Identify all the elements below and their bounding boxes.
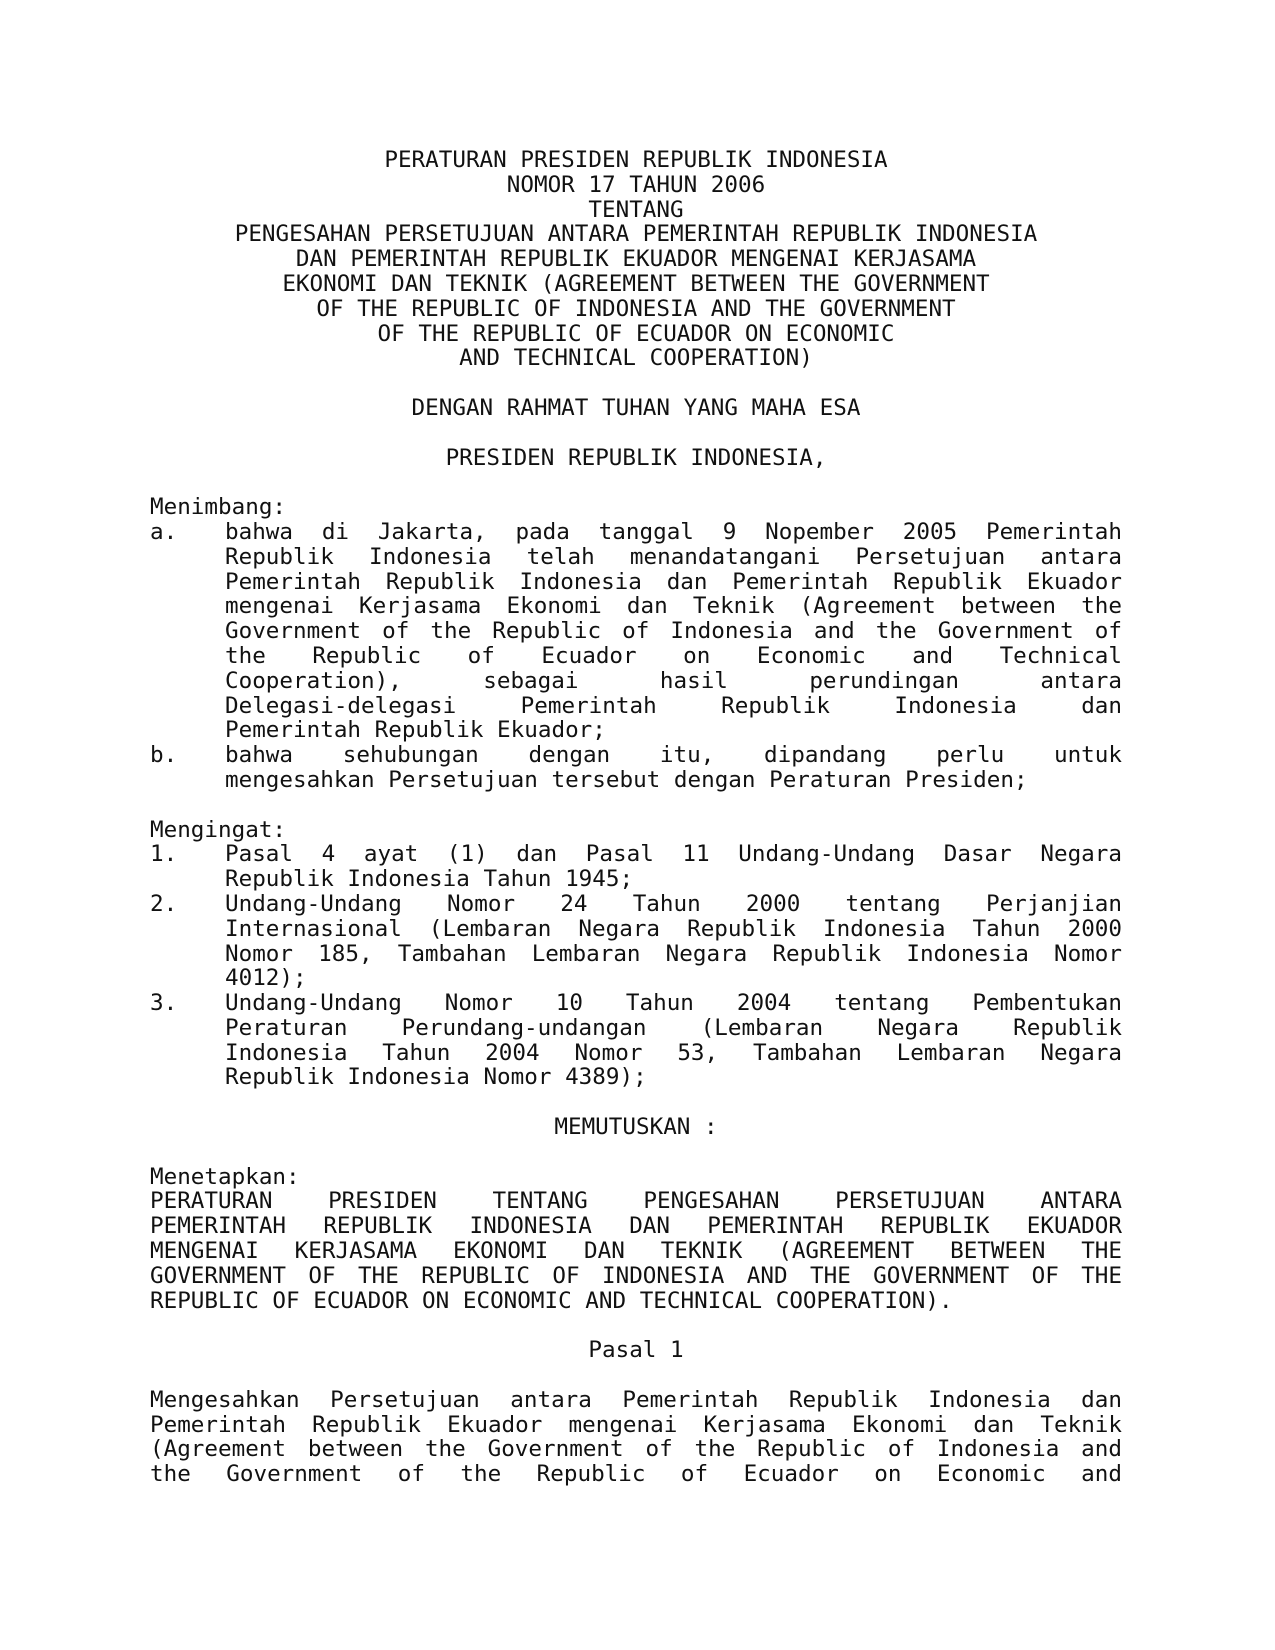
item-marker: b. — [150, 742, 178, 769]
mengingat-heading: Mengingat: — [150, 816, 287, 843]
item-text: Undang-Undang Nomor 10 Tahun 2004 tentang Pembentukan Peraturan Perundang-undangan (Lembaran Negara Republik Indonesia Tahun 2004 Nomor 53, Tambahan Lembaran Negara Republik Indonesia Nomor 4389); — [225, 990, 1122, 1091]
mengingat-item — [150, 892, 1122, 991]
title-line: TENTANG — [588, 196, 684, 223]
item-text: bahwa di Jakarta, pada tanggal 9 Nopember 2005 Pemerintah Republik Indonesia telah menandatangani Persetujuan antara Pemerintah Republik Indonesia dan Pemerintah Republik Ekuador mengenai Kerjasama Ekonomi dan Teknik (Agreement between the Government of the Republic of Indonesia and the Government of the Republic of Ecuador on Economic and Technical Cooperation), sebagai hasil perundingan antara Delegasi-delegasi Pemerintah Republik Indonesia dan Pemerintah Republik Ekuador; — [225, 518, 1122, 744]
pasal-1-text: Mengesahkan Persetujuan antara Pemerintah Republik Indonesia dan Pemerintah Republik Ekuador mengenai Kerjasama Ekonomi dan Teknik (Agreement between the Government of the Republic of Indonesia and the Government of the Republic of Ecuador on Economic and — [150, 1386, 1122, 1488]
item-marker: a. — [150, 518, 178, 545]
title-line: PENGESAHAN PERSETUJUAN ANTARA PEMERINTAH REPUBLIK INDONESIA — [234, 221, 1038, 248]
mengingat-item — [150, 842, 1122, 892]
item-marker: 3. — [150, 990, 178, 1017]
title-line: AND TECHNICAL COOPERATION) — [459, 345, 813, 372]
title-line: DAN PEMERINTAH REPUBLIK EKUADOR MENGENAI KERJASAMA — [295, 246, 977, 273]
document-page — [150, 148, 1122, 1487]
document-title — [150, 148, 1122, 371]
menimbang-heading: Menimbang: — [150, 494, 287, 521]
item-text: Pasal 4 ayat (1) dan Pasal 11 Undang-Undang Dasar Negara Republik Indonesia Tahun 1945; — [225, 841, 1122, 893]
item-text: bahwa sehubungan dengan itu, dipandang perlu untuk mengesahkan Persetujuan tersebut dengan Peraturan Presiden; — [225, 742, 1122, 793]
pasal-1-heading: Pasal 1 — [588, 1337, 684, 1364]
title-line: EKONOMI DAN TEKNIK (AGREEMENT BETWEEN THE GOVERNMENT — [282, 270, 990, 297]
decision-heading: MEMUTUSKAN : — [554, 1114, 718, 1141]
menimbang-item — [150, 520, 1122, 743]
blessing: DENGAN RAHMAT TUHAN YANG MAHA ESA — [411, 394, 861, 421]
item-marker: 2. — [150, 890, 178, 917]
item-text: Undang-Undang Nomor 24 Tahun 2000 tentang Perjanjian Internasional (Lembaran Negara Republik Indonesia Tahun 2000 Nomor 185, Tambahan Lembaran Negara Republik Indonesia Nomor 4012); — [225, 890, 1122, 992]
mengingat-item — [150, 991, 1122, 1090]
title-line: NOMOR 17 TAHUN 2006 — [506, 171, 766, 198]
authority: PRESIDEN REPUBLIK INDONESIA, — [445, 444, 827, 471]
item-marker: 1. — [150, 841, 178, 868]
menimbang-item — [150, 743, 1122, 793]
title-line: OF THE REPUBLIC OF ECUADOR ON ECONOMIC — [377, 320, 895, 347]
menetapkan-heading: Menetapkan: — [150, 1163, 300, 1190]
title-line: PERATURAN PRESIDEN REPUBLIK INDONESIA — [384, 147, 888, 173]
title-line: OF THE REPUBLIC OF INDONESIA AND THE GOVERNMENT — [316, 295, 956, 322]
menetapkan-text: PERATURAN PRESIDEN TENTANG PENGESAHAN PERSETUJUAN ANTARA PEMERINTAH REPUBLIK INDONESIA DAN PEMERINTAH REPUBLIK EKUADOR MENGENAI KERJASAMA EKONOMI DAN TEKNIK (AGREEMENT BETWEEN THE GOVERNMENT OF THE REPUBLIC OF INDONESIA AND THE GOVERNMENT OF THE REPUBLIC OF ECUADOR ON ECONOMIC AND TECHNICAL COOPERATION). — [150, 1188, 1122, 1314]
